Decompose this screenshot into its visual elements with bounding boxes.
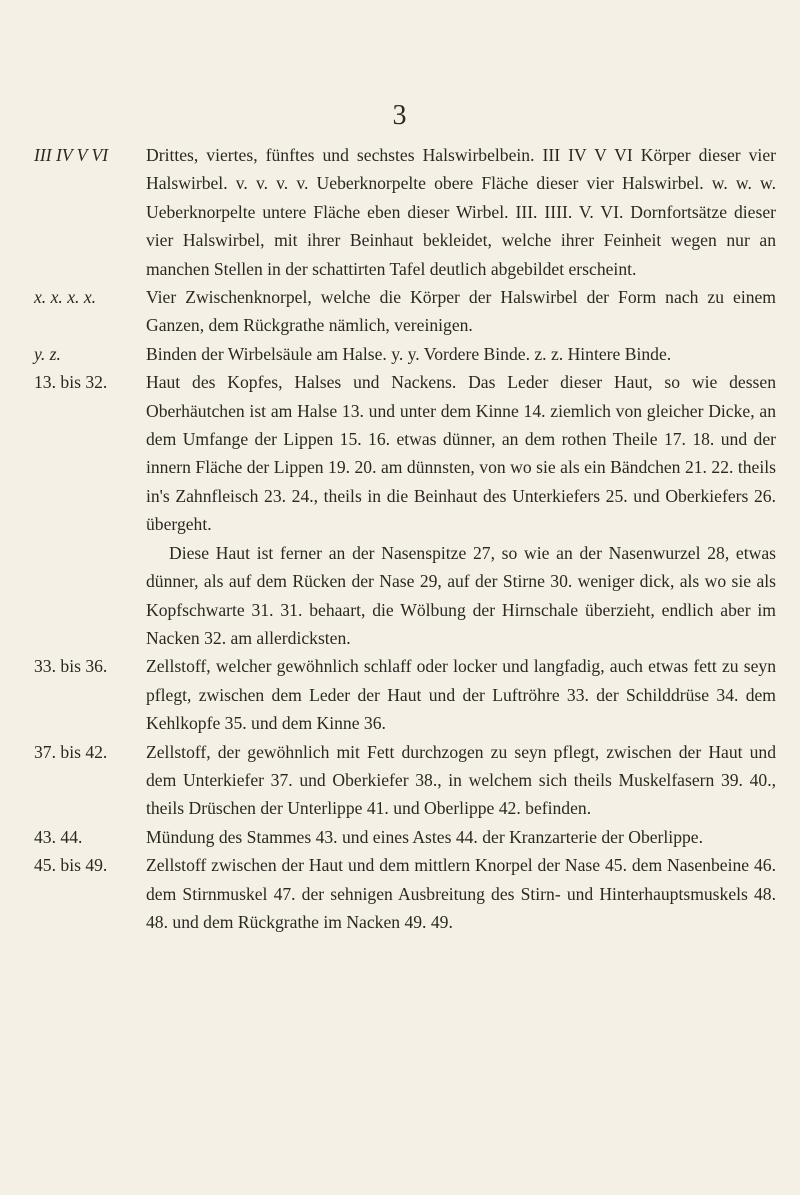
entry-skin: [0, 368, 800, 652]
entry-paragraph: Haut des Kopfes, Halses und Nackens. Das Leder dieser Haut, so wie dessen Oberhäutchen ist am Halse 13. und unter dem Kinne 14. ziemlich von gleicher Dicke, an dem Umfange der Lippen 15. 16. etwas dünner, an dem rothen Theile 17. 18. und der innern Fläche der Lippen 19. 20. am dünnsten, von wo sie als ein Bändchen 21. 22. theils in's Zahnfleisch 23. 24., theils in die Beinhaut des Unterkiefers 25. und Oberkiefers 26. übergeht.: [146, 372, 776, 535]
entry-connective-tissue-nose: [0, 851, 800, 936]
page-number: 3: [392, 100, 408, 131]
entry-label: 33. bis 36.: [34, 656, 108, 677]
entry-paragraph: Drittes, viertes, fünftes und sechstes Halswirbelbein. III IV V VI Körper dieser vier Halswirbel. v. v. v. v. Ueberknorpelte obere Fläche dieser vier Halswirbel. w. w. w. Ueberknorpelte untere Fläche eben dieser Wirbel. III. IIII. V. VI. Dornfortsätze dieser vier Halswirbel, mit ihrer Beinhaut bekleidet, welche ihrer Feinheit wegen nur an manchen Stellen in der schattirten Tafel deutlich abgebildet erscheint.: [146, 145, 776, 279]
entry-text: [146, 141, 776, 283]
entry-label: III IV V VI: [34, 145, 109, 165]
entry-paragraph: Vier Zwischenknorpel, welche die Körper der Halswirbel der Form nach zu einem Ganzen, dem Rückgrathe nämlich, vereinigen.: [146, 287, 776, 336]
entry-paragraph: Zellstoff, der gewöhnlich mit Fett durchzogen zu seyn pflegt, zwischen der Haut und dem Unterkiefer 37. und Oberkiefer 38., in welchem sich theils Muskelfasern 39. 40., theils Drüschen der Unterlippe 41. und Oberlippe 42. befinden.: [146, 741, 776, 819]
entry-text: [146, 823, 776, 851]
entry-intervertebral-cartilage: [0, 283, 800, 340]
entry-spinal-ligaments: [0, 340, 800, 368]
entry-text: [146, 738, 776, 823]
entry-text: [146, 851, 776, 936]
entry-label: y. z.: [34, 343, 61, 364]
entry-label: 45. bis 49.: [34, 855, 108, 876]
entry-coronary-artery: [0, 823, 800, 851]
entry-label: 13. bis 32.: [34, 372, 108, 393]
entry-text: [146, 340, 776, 368]
entry-connective-tissue-neck: [0, 652, 800, 737]
entry-text: [146, 368, 776, 652]
entry-label: 43. 44.: [34, 826, 83, 847]
entry-paragraph: Mündung des Stammes 43. und eines Astes 44. der Kranzarterie der Oberlippe.: [146, 826, 703, 847]
entry-paragraph: Diese Haut ist ferner an der Nasenspitze 27, so wie an der Nasenwurzel 28, etwas dünner, als auf dem Rücken der Nase 29, auf der Stirne 30. weniger dick, als wo sie als Kopfschwarte 31. 31. behaart, die Wölbung der Hirnschale überzieht, endlich aber im Nacken 32. am allerdicksten.: [146, 542, 776, 648]
entry-list: [0, 141, 800, 936]
entry-cervical-vertebrae: [0, 141, 800, 283]
entry-label: x. x. x. x.: [34, 287, 97, 308]
entry-text: [146, 283, 776, 340]
entry-connective-tissue-jaw: [0, 738, 800, 823]
entry-paragraph: Zellstoff, welcher gewöhnlich schlaff oder locker und langfadig, auch etwas fett zu seyn pflegt, zwischen dem Leder der Haut und der Luftröhre 33. der Schilddrüse 34. dem Kehlkopfe 35. und dem Kinne 36.: [146, 656, 776, 734]
entry-label: 37. bis 42.: [34, 741, 108, 762]
entry-text: [146, 652, 776, 737]
entry-paragraph: Zellstoff zwischen der Haut und dem mittlern Knorpel der Nase 45. dem Nasenbeine 46. dem Stirnmuskel 47. der sehnigen Ausbreitung des Stirn- und Hinterhauptsmuskels 48. 48. und dem Rückgrathe im Nacken 49. 49.: [146, 855, 776, 932]
entry-paragraph: Binden der Wirbelsäule am Halse. y. y. Vordere Binde. z. z. Hintere Binde.: [146, 343, 672, 364]
